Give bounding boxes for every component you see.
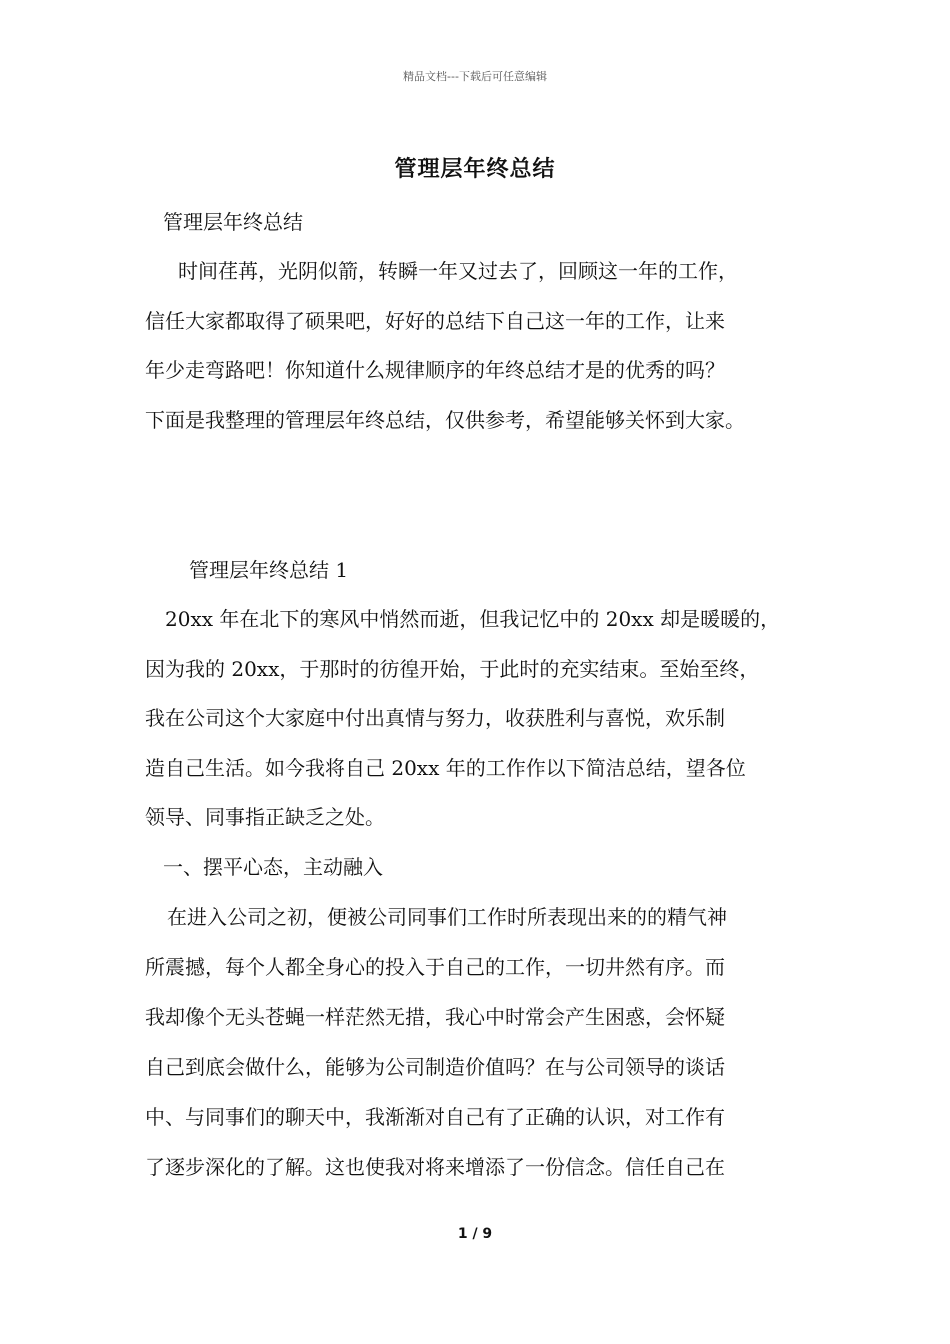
section-heading: 管理层年终总结 1 bbox=[189, 558, 349, 582]
intro-line: 时间荏苒，光阴似箭，转瞬一年又过去了，回顾这一年的工作， bbox=[178, 259, 738, 283]
paragraph-line: 所震撼，每个人都全身心的投入于自己的工作，一切井然有序。而 bbox=[145, 955, 725, 979]
document-subtitle: 管理层年终总结 bbox=[163, 210, 303, 234]
intro-line: 年少走弯路吧！你知道什么规律顺序的年终总结才是的优秀的吗？ bbox=[145, 358, 725, 382]
header-note: 精品文档---下载后可任意编辑 bbox=[403, 70, 547, 83]
subheading: 一、摆平心态，主动融入 bbox=[163, 855, 383, 879]
paragraph-line: 我却像个无头苍蝇一样茫然无措，我心中时常会产生困惑，会怀疑 bbox=[145, 1005, 725, 1029]
paragraph-line: 因为我的 20xx，于那时的彷徨开始，于此时的充实结束。至始至终， bbox=[145, 657, 760, 681]
paragraph-line: 领导、同事指正缺乏之处。 bbox=[145, 805, 385, 829]
page-number: 1 / 9 bbox=[457, 1226, 493, 1242]
paragraph-line: 20xx 年在北下的寒风中悄然而逝，但我记忆中的 20xx 却是暖暖的， bbox=[165, 607, 781, 631]
paragraph-line: 了逐步深化的了解。这也使我对将来增添了一份信念。信任自己在 bbox=[145, 1155, 725, 1179]
paragraph-line: 在进入公司之初，便被公司同事们工作时所表现出来的的精气神 bbox=[167, 905, 727, 929]
paragraph-line: 自己到底会做什么，能够为公司制造价值吗？在与公司领导的谈话 bbox=[145, 1055, 725, 1079]
document-title: 管理层年终总结 bbox=[394, 156, 556, 182]
intro-line: 信任大家都取得了硕果吧，好好的总结下自己这一年的工作，让来 bbox=[145, 309, 725, 333]
intro-line: 下面是我整理的管理层年终总结，仅供参考，希望能够关怀到大家。 bbox=[145, 408, 745, 432]
paragraph-line: 造自己生活。如今我将自己 20xx 年的工作作以下简洁总结，望各位 bbox=[145, 756, 746, 780]
paragraph-line: 我在公司这个大家庭中付出真情与努力，收获胜利与喜悦，欢乐制 bbox=[145, 706, 725, 730]
paragraph-line: 中、与同事们的聊天中，我渐渐对自己有了正确的认识，对工作有 bbox=[145, 1105, 725, 1129]
